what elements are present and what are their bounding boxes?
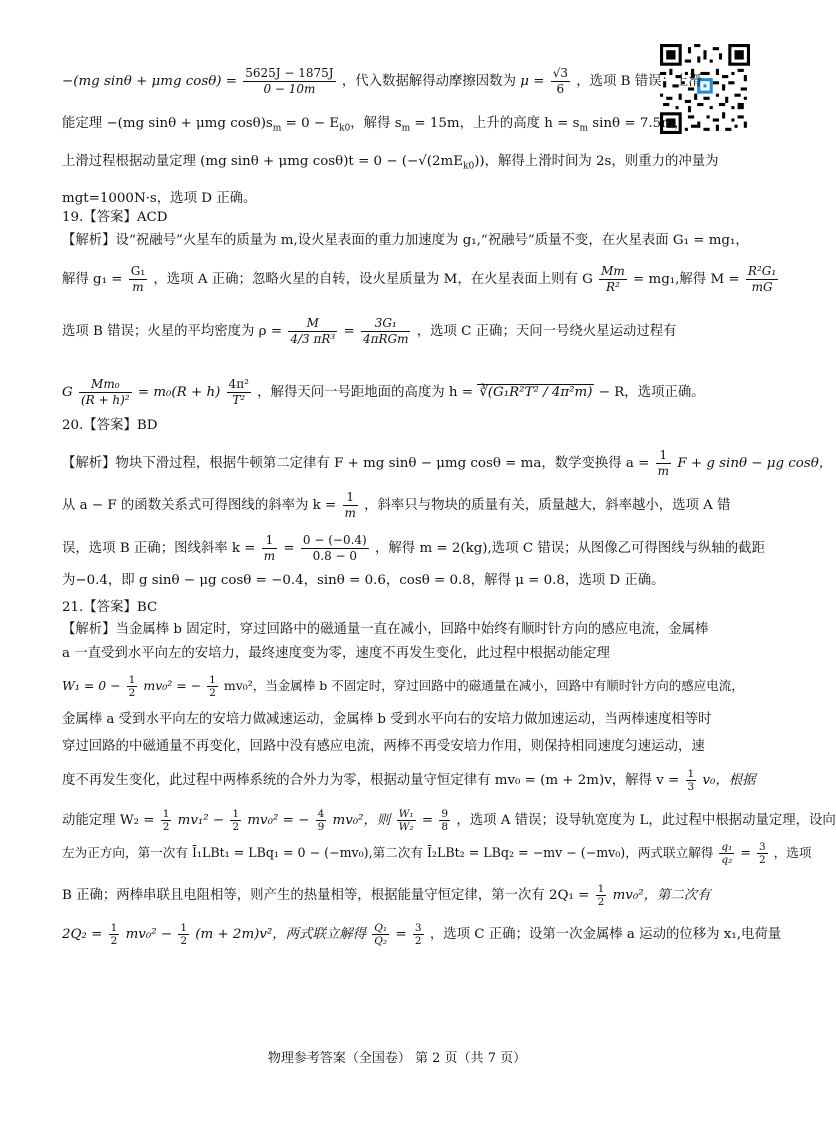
text-line: mgt=1000N·s，选项 D 正确。 [62,191,257,206]
text-line: W₁ = 0 − $\frac{1}{2}$ mv₀² = − $\frac{1}{2}$ mv₀²，当金属棒 b 不固定时，穿过回路中的磁通量在减小，回路中有顺时针方向的感应电流， [62,674,744,699]
answer-heading: 20.【答案】BD [62,418,158,433]
text-line: 能定理 −(mg sinθ + μmg $\cos\theta)s_m = 0 - E_{k0}$，解得 $s_m = 15m$，上升的高度 $h = s_m$ sinθ = 7.5m， [62,116,688,134]
text-line: B 正确；两棒串联且电阻相等，则产生的热量相等，根据能量守恒定律，第一次有 2Q₁ = $\frac{1}{2}$ mv₀²，第二次有 [62,883,711,908]
fraction: $\frac{√3}{6}$ [552,66,568,96]
text-line: 【解析】当金属棒 b 固定时，穿过回路中的磁通量一直在减小，回路中始终有顺时针方向的感应电流，金属棒 [62,622,709,637]
text-line: 选项 B 错误；火星的平均密度为 ρ = $\frac{M}{\text{4/3 πR³}}$ = $\frac{\text{3G₁}}{\text{4πRGm}}$ ，选项 C 正确；天问一号绕火星运动过程有 [62,316,677,346]
text-line: 左为正方向，第一次有 Ī₁LBt₁ = LBq₁ = 0 − (−mv₀),第二次有 Ī₂LBt₂ = LBq₂ = −mv − (−mv₀)，两式联立解得 $\frac{\text{q₁}}{\text{q₂}}$ = $\frac{3}{2}$ ，选项 [62,841,812,866]
text-line: 上滑过程根据动量定理 (mg sinθ + μmg $\cos\theta)t = 0 - (-√(2mE_{k0}))$，解得上滑时间为 2s，则重力的冲量为 [62,154,719,172]
text-line: 度不再发生变化，此过程中两棒系统的合外力为零，根据动量守恒定律有 mv₀ = (m + 2m)v，解得 v = $\frac{1}{3}$ v₀，根据 [62,768,756,793]
answer-heading: 21.【答案】BC [62,600,158,615]
text-line: 【解析】物块下滑过程，根据牛顿第二定律有 F + mg sinθ − μmg cosθ = ma，数学变换得 a = $\frac{1}{m}$ F + g sinθ − μg cosθ， [62,448,833,478]
equation-text: −(mg sinθ + μmg cosθ) = [62,74,237,89]
text-line: 2Q₂ = $\frac{1}{2}$ mv₀² − $\frac{1}{2}$ (m + 2m)v²，两式联立解得 $\frac{\text{Q₁}}{\text{Q₂}}$ = $\frac{3}{2}$ ，选项 C 正确；设第一次金属棒 a 运动的位移为 x₁,电荷量 [62,922,782,947]
equation-text: μ = [520,74,545,89]
text: ，选项 B 错误；上滑 [576,74,702,89]
text-line: 动能定理 W₂ = $\frac{1}{2}$ mv₁² − $\frac{1}{2}$ mv₀² = − $\frac{4}{9}$ mv₀²，则 $\frac{\text{W₁}}{\text{W₂}}$ = $\frac{9}{8}$ ，选项 A 错误；设导轨宽度为 L，此过程中根据动量定理，设向 [62,808,836,833]
text-line: 穿过回路的中磁通量不再变化，回路中没有感应电流，两棒不再受安培力作用，则保持相同速度匀速运动，速 [62,739,705,754]
fraction: $\frac{5625J - 1875J}{0 - 10m}$ [245,66,334,96]
text-line: a 一直受到水平向左的安培力，最终速度变为零，速度不再发生变化，此过程中根据动能定理 [62,646,610,661]
text-line [62,66,702,97]
text: ，代入数据解得动摩擦因数为 [341,74,516,89]
page-footer: 物理参考答案（全国卷） 第 2 页（共 7 页） [267,1051,527,1066]
text-line: 金属棒 a 受到水平向左的安培力做减速运动，金属棒 b 受到水平向右的安培力做加速运动，当两棒速度相等时 [62,712,712,727]
text-line: 【解析】设“祝融号”火星车的质量为 m,设火星表面的重力加速度为 g₁,“祝融号”质量不变，在火星表面 G₁ = mg₁， [62,233,749,248]
text-line: 从 a − F 的函数关系式可得图线的斜率为 k = $\frac{1}{m}$ ，斜率只与物块的质量有关，质量越大，斜率越小，选项 A 错 [62,490,731,520]
text-line: 解得 g₁ = $\frac{\text{G₁}}{m}$ ，选项 A 正确；忽略火星的自转，设火星质量为 M，在火星表面上则有 G $\frac{Mm}{\text{R²}}$ = mg₁,解得 M = $\frac{\text{R²G₁}}{mG}$ [62,264,777,294]
text-line: 为−0.4，即 g sinθ − μg cosθ = −0.4，sinθ = 0.6，cosθ = 0.8，解得 μ = 0.8，选项 D 正确。 [62,573,665,588]
answer-heading: 19.【答案】ACD [62,210,168,225]
text-line: 误，选项 B 正确；图线斜率 k = $\frac{1}{m}$ = $\frac{0 - (-0.4)}{0.8 - 0}$ ，解得 m = 2(kg),选项 C 错误；从图像乙可得图线与纵轴的截距 [62,533,765,563]
text-line: G $\frac{\text{Mm₀}}{\text{(R + h)²}}$ = m₀(R + h) $\frac{\text{4π²}}{\text{T²}}$ ，解得天问一号距地面的高度为 h = ∛(G₁R²T² / 4π²m) − R，选项正确。 [62,377,705,407]
